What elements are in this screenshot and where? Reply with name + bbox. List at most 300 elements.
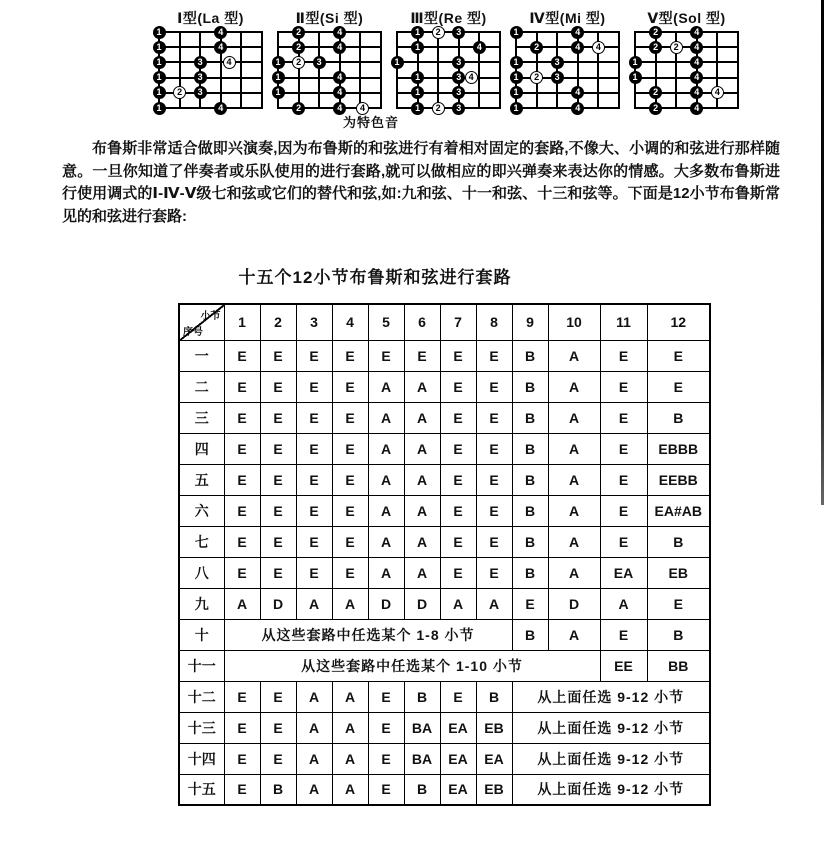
table-row (179, 495, 710, 526)
finger-dot: 1 (510, 86, 523, 99)
row-number-label: 十一 (179, 650, 224, 681)
table-row (179, 464, 710, 495)
finger-dot: 1 (153, 102, 166, 115)
chord-cell: E (647, 340, 710, 371)
finger-dot: 3 (194, 71, 207, 84)
corner-label-measure: 小节 (200, 311, 221, 322)
chord-cell: E (332, 464, 368, 495)
chord-cell: EEBB (647, 464, 710, 495)
chord-cell: B (476, 681, 512, 712)
chord-cell: A (548, 340, 600, 371)
chord-cell: E (224, 495, 260, 526)
chord-cell: B (647, 402, 710, 433)
finger-dot: 3 (551, 56, 564, 69)
finger-dot: 2 (292, 26, 305, 39)
diagram-title: Ⅳ型(Mi 型) (529, 10, 606, 26)
table-row (179, 619, 710, 650)
finger-dot: 1 (153, 56, 166, 69)
chord-cell: A (332, 743, 368, 774)
table-row (179, 681, 710, 712)
chord-cell: A (332, 712, 368, 743)
finger-dot: 3 (452, 86, 465, 99)
string-line (634, 61, 739, 63)
fret-grid (632, 26, 739, 113)
chord-cell: BB (647, 650, 710, 681)
fret-grid (275, 26, 382, 113)
finger-dot: 1 (272, 56, 285, 69)
finger-dot: 4 (214, 26, 227, 39)
chord-cell: A (548, 371, 600, 402)
row-number-label: 十三 (179, 712, 224, 743)
chord-cell: E (260, 526, 296, 557)
row-number-label: 十二 (179, 681, 224, 712)
string-line (515, 107, 620, 109)
table-row (179, 402, 710, 433)
table-row (179, 743, 710, 774)
chord-cell: E (440, 340, 476, 371)
chord-cell: EA (600, 557, 647, 588)
chord-cell: E (260, 557, 296, 588)
chord-cell: A (296, 712, 332, 743)
chord-cell: EA#AB (647, 495, 710, 526)
fret-line (318, 31, 320, 109)
table-row (179, 557, 710, 588)
row-number-label: 二 (179, 371, 224, 402)
chord-cell: E (260, 681, 296, 712)
chord-cell: E (600, 433, 647, 464)
finger-dot: 4 (690, 102, 703, 115)
chord-cell: E (296, 371, 332, 402)
chord-cell: E (332, 433, 368, 464)
chord-cell: E (440, 371, 476, 402)
chord-cell: E (260, 371, 296, 402)
table-row (179, 588, 710, 619)
chord-cell: E (368, 681, 404, 712)
chord-cell: E (260, 340, 296, 371)
choose-measures-note: 从这些套路中任选某个 1-8 小节 (224, 619, 512, 650)
fret-line (240, 31, 242, 109)
chord-cell: EA (440, 712, 476, 743)
chord-cell: E (224, 712, 260, 743)
finger-dot: 4 (571, 102, 584, 115)
chord-cell: E (224, 743, 260, 774)
chord-cell: A (404, 557, 440, 588)
chord-cell: D (548, 588, 600, 619)
chord-cell: EB (476, 774, 512, 805)
chord-cell: B (512, 340, 548, 371)
finger-dot: 4 (690, 71, 703, 84)
table-row (179, 712, 710, 743)
chord-cell: A (476, 588, 512, 619)
table-row (179, 650, 710, 681)
chord-cell: A (368, 557, 404, 588)
chord-cell: A (548, 526, 600, 557)
measure-number-header: 9 (512, 304, 548, 340)
chord-cell: E (476, 495, 512, 526)
string-line (158, 61, 263, 63)
chord-cell: E (296, 464, 332, 495)
fret-line (737, 31, 739, 109)
finger-dot: 4 (333, 41, 346, 54)
row-number-label: 三 (179, 402, 224, 433)
scale-diagram (394, 8, 501, 113)
chord-cell: E (368, 774, 404, 805)
chord-cell: B (512, 557, 548, 588)
chord-cell: E (600, 402, 647, 433)
chord-cell: E (296, 557, 332, 588)
fret-line (437, 31, 439, 109)
table-row (179, 526, 710, 557)
finger-dot: 1 (153, 71, 166, 84)
measure-number-header: 5 (368, 304, 404, 340)
chord-cell: A (548, 495, 600, 526)
finger-dot: 1 (629, 71, 642, 84)
chord-cell: E (332, 371, 368, 402)
chord-cell: A (296, 774, 332, 805)
chord-cell: E (296, 340, 332, 371)
chord-cell: B (647, 526, 710, 557)
finger-dot: 4 (690, 56, 703, 69)
chord-cell: E (224, 774, 260, 805)
finger-dot: 1 (272, 71, 285, 84)
chord-cell: E (440, 526, 476, 557)
diagram-title: Ⅴ型(Sol 型) (647, 10, 726, 26)
diagram-title: Ⅰ型(La 型) (177, 10, 244, 26)
chord-cell: A (332, 588, 368, 619)
chord-cell: A (440, 588, 476, 619)
progression-table (178, 303, 711, 806)
characteristic-note-dot: 2 (432, 26, 445, 39)
chord-cell: E (476, 340, 512, 371)
chord-cell: E (476, 464, 512, 495)
table-row (179, 371, 710, 402)
finger-dot: 3 (194, 56, 207, 69)
characteristic-note-dot: 2 (670, 41, 683, 54)
row-number-label: 十 (179, 619, 224, 650)
finger-dot: 1 (411, 26, 424, 39)
finger-dot: 4 (214, 102, 227, 115)
chord-cell: EB (476, 712, 512, 743)
chord-cell: E (600, 495, 647, 526)
finger-dot: 3 (194, 86, 207, 99)
chord-cell: B (512, 526, 548, 557)
fret-line (359, 31, 361, 109)
body-paragraph: 布鲁斯非常适合做即兴演奏,因为布鲁斯的和弦进行有着相对固定的套路,不像大、小调的和弦进行那样随意。一旦你知道了伴奏者或乐队使用的进行套路,就可以做相应的即兴弹奏来表达你的情感。大多数布鲁斯进行使用调式的Ⅰ-Ⅳ-Ⅴ级七和弦或它们的替代和弦,如:九和弦、十一和弦、十三和弦等。下面是12小节布鲁斯常见的和弦进行套路: (62, 140, 780, 225)
finger-dot: 3 (551, 71, 564, 84)
fret-line (556, 31, 558, 109)
chord-cell: A (332, 681, 368, 712)
chord-cell: E (476, 402, 512, 433)
finger-dot: 1 (510, 102, 523, 115)
chord-cell: B (512, 433, 548, 464)
string-line (277, 77, 382, 79)
row-number-label: 五 (179, 464, 224, 495)
finger-dot: 4 (571, 41, 584, 54)
measure-number-header: 8 (476, 304, 512, 340)
chord-cell: EA (440, 774, 476, 805)
chord-cell: E (224, 526, 260, 557)
choose-measures-note: 从上面任选 9-12 小节 (512, 712, 710, 743)
chord-cell: A (368, 371, 404, 402)
finger-dot: 1 (629, 56, 642, 69)
chord-cell: E (600, 619, 647, 650)
chord-cell: A (404, 526, 440, 557)
chord-cell: E (404, 340, 440, 371)
chord-cell: EB (647, 557, 710, 588)
finger-dot: 4 (571, 86, 584, 99)
chord-cell: E (512, 588, 548, 619)
chord-cell: E (224, 433, 260, 464)
finger-dot: 2 (292, 41, 305, 54)
characteristic-note-dot: 4 (711, 86, 724, 99)
measure-number-header: 6 (404, 304, 440, 340)
scan-edge-artifact (821, 0, 824, 505)
chord-cell: E (440, 557, 476, 588)
chord-cell: B (512, 619, 548, 650)
chord-cell: E (260, 495, 296, 526)
corner-label-index: 序号 (183, 326, 203, 338)
scale-diagram (513, 8, 620, 113)
measure-number-header: 10 (548, 304, 600, 340)
string-line (158, 31, 263, 33)
chord-cell: D (368, 588, 404, 619)
chord-cell: A (404, 495, 440, 526)
row-number-label: 八 (179, 557, 224, 588)
chord-cell: E (600, 526, 647, 557)
chord-cell: A (548, 402, 600, 433)
choose-measures-note: 从这些套路中任选某个 1-10 小节 (224, 650, 600, 681)
finger-dot: 1 (411, 71, 424, 84)
diagram-caption: 为特色音 (343, 115, 400, 130)
finger-dot: 1 (153, 41, 166, 54)
progression-table-wrap (178, 303, 711, 806)
table-row (179, 433, 710, 464)
chord-cell: E (224, 681, 260, 712)
characteristic-note-dot: 2 (530, 71, 543, 84)
chord-cell: A (548, 464, 600, 495)
chord-cell: A (368, 433, 404, 464)
chord-cell: B (512, 464, 548, 495)
row-number-label: 十四 (179, 743, 224, 774)
fret-line (634, 31, 636, 109)
chord-cell: E (332, 340, 368, 371)
measure-number-header: 2 (260, 304, 296, 340)
chord-cell: E (332, 495, 368, 526)
string-line (515, 92, 620, 94)
finger-dot: 1 (510, 71, 523, 84)
chord-cell: E (440, 495, 476, 526)
measure-number-header: 7 (440, 304, 476, 340)
fret-line (380, 31, 382, 109)
chord-cell: B (404, 681, 440, 712)
fret-line (618, 31, 620, 109)
chord-cell: B (512, 402, 548, 433)
fretboard-diagrams (156, 8, 739, 113)
row-number-label: 六 (179, 495, 224, 526)
finger-dot: 2 (649, 86, 662, 99)
measure-number-header: 11 (600, 304, 647, 340)
table-row (179, 340, 710, 371)
characteristic-note-dot: 4 (223, 56, 236, 69)
string-line (515, 31, 620, 33)
chord-cell: A (404, 371, 440, 402)
chord-cell: E (260, 402, 296, 433)
chord-cell: A (548, 433, 600, 464)
string-line (158, 46, 263, 48)
finger-dot: 1 (411, 41, 424, 54)
corner-cell (179, 304, 224, 340)
characteristic-note-dot: 4 (592, 41, 605, 54)
chord-cell: BA (404, 712, 440, 743)
chord-cell: B (647, 619, 710, 650)
fret-line (499, 31, 501, 109)
fret-grid (156, 26, 263, 113)
chord-cell: E (332, 402, 368, 433)
chord-cell: E (440, 402, 476, 433)
row-number-label: 十五 (179, 774, 224, 805)
string-line (396, 61, 501, 63)
chord-cell: A (332, 774, 368, 805)
chord-cell: A (296, 588, 332, 619)
chord-cell: E (260, 712, 296, 743)
row-number-label: 九 (179, 588, 224, 619)
characteristic-note-dot: 4 (465, 71, 478, 84)
chord-cell: E (476, 557, 512, 588)
chord-cell: A (404, 464, 440, 495)
chord-cell: A (296, 743, 332, 774)
finger-dot: 2 (292, 102, 305, 115)
chord-cell: A (296, 681, 332, 712)
finger-dot: 2 (649, 102, 662, 115)
measure-number-header: 3 (296, 304, 332, 340)
chord-cell: A (368, 464, 404, 495)
finger-dot: 1 (153, 86, 166, 99)
diagram-title: Ⅱ型(Si 型) (295, 10, 364, 26)
chord-cell: E (224, 340, 260, 371)
choose-measures-note: 从上面任选 9-12 小节 (512, 774, 710, 805)
string-line (634, 77, 739, 79)
finger-dot: 1 (153, 26, 166, 39)
scale-diagram (632, 8, 739, 113)
characteristic-note-dot: 2 (432, 102, 445, 115)
chord-cell: E (600, 464, 647, 495)
characteristic-note-dot: 2 (173, 86, 186, 99)
fret-line (261, 31, 263, 109)
chord-cell: E (260, 464, 296, 495)
finger-dot: 4 (333, 102, 346, 115)
chord-cell: E (368, 743, 404, 774)
chord-cell: A (368, 495, 404, 526)
chord-cell: E (224, 402, 260, 433)
finger-dot: 3 (452, 56, 465, 69)
row-number-label: 四 (179, 433, 224, 464)
finger-dot: 3 (313, 56, 326, 69)
choose-measures-note: 从上面任选 9-12 小节 (512, 681, 710, 712)
choose-measures-note: 从上面任选 9-12 小节 (512, 743, 710, 774)
string-line (515, 61, 620, 63)
chord-cell: E (296, 402, 332, 433)
chord-cell: E (440, 433, 476, 464)
chord-cell: A (548, 619, 600, 650)
chord-cell: E (647, 588, 710, 619)
chord-cell: EA (476, 743, 512, 774)
finger-dot: 1 (510, 56, 523, 69)
finger-dot: 4 (333, 26, 346, 39)
finger-dot: 4 (214, 41, 227, 54)
fret-grid (513, 26, 620, 113)
finger-dot: 4 (690, 86, 703, 99)
finger-dot: 4 (690, 41, 703, 54)
chord-cell: E (440, 464, 476, 495)
chord-cell: E (224, 371, 260, 402)
chord-cell: E (368, 340, 404, 371)
finger-dot: 1 (272, 86, 285, 99)
chord-cell: E (600, 371, 647, 402)
chord-cell: E (296, 495, 332, 526)
chord-cell: A (404, 433, 440, 464)
finger-dot: 4 (690, 26, 703, 39)
characteristic-note-dot: 4 (356, 102, 369, 115)
measure-number-header: 1 (224, 304, 260, 340)
finger-dot: 3 (452, 71, 465, 84)
chord-cell: A (368, 526, 404, 557)
fret-line (396, 31, 398, 109)
chord-cell: D (260, 588, 296, 619)
chord-cell: E (260, 743, 296, 774)
chord-cell: E (224, 464, 260, 495)
chord-cell: B (404, 774, 440, 805)
measure-number-header: 4 (332, 304, 368, 340)
chord-cell: A (368, 402, 404, 433)
finger-dot: 4 (473, 41, 486, 54)
chord-cell: BA (404, 743, 440, 774)
chord-cell: E (476, 371, 512, 402)
finger-dot: 4 (571, 26, 584, 39)
chord-cell: E (368, 712, 404, 743)
finger-dot: 1 (391, 56, 404, 69)
chord-cell: A (404, 402, 440, 433)
chord-cell: E (600, 340, 647, 371)
chord-cell: A (600, 588, 647, 619)
finger-dot: 3 (452, 102, 465, 115)
chord-cell: E (296, 433, 332, 464)
chord-cell: EBBB (647, 433, 710, 464)
scale-diagram (156, 8, 263, 113)
chord-cell: B (512, 495, 548, 526)
chord-cell: D (404, 588, 440, 619)
finger-dot: 1 (411, 102, 424, 115)
measure-number-header: 12 (647, 304, 710, 340)
table-header-row (179, 304, 710, 340)
characteristic-note-dot: 2 (292, 56, 305, 69)
chord-cell: E (440, 681, 476, 712)
chord-cell: E (647, 371, 710, 402)
chord-cell: EA (440, 743, 476, 774)
chord-cell: A (548, 557, 600, 588)
finger-dot: 3 (452, 26, 465, 39)
chord-cell: E (476, 526, 512, 557)
chord-cell: E (224, 557, 260, 588)
row-number-label: 七 (179, 526, 224, 557)
scale-diagram (275, 8, 382, 113)
finger-dot: 2 (649, 26, 662, 39)
table-row (179, 774, 710, 805)
finger-dot: 2 (649, 41, 662, 54)
chord-cell: E (476, 433, 512, 464)
chord-cell: B (512, 371, 548, 402)
row-number-label: 一 (179, 340, 224, 371)
table-title: 十五个12小节布鲁斯和弦进行套路 (238, 268, 512, 287)
